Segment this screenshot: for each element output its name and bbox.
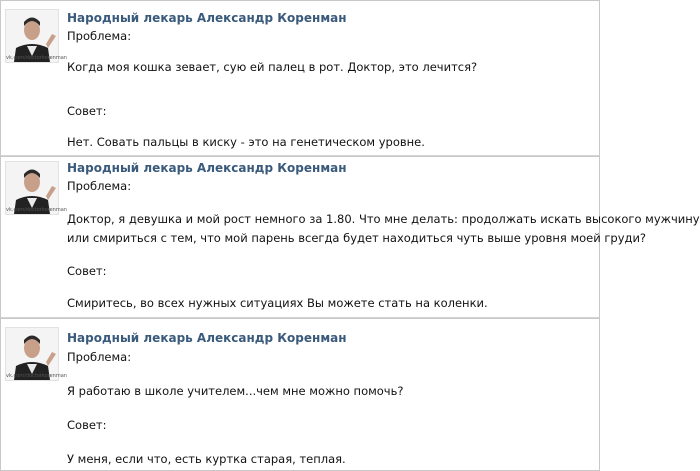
- problem-text: или смириться с тем, что мой парень всегда будет находиться чуть выше уровня моей груди?: [67, 231, 647, 245]
- avatar-handle: vk.com/doctorkorenman: [6, 373, 67, 379]
- advice-text: У меня, если что, есть куртка старая, теплая.: [67, 452, 346, 466]
- avatar[interactable]: [5, 327, 67, 381]
- post-card: [0, 0, 600, 156]
- avatar[interactable]: [5, 161, 67, 215]
- post-card: [0, 318, 600, 471]
- author-name[interactable]: Народный лекарь Александр Коренман: [67, 11, 347, 25]
- problem-label: Проблема:: [67, 350, 132, 364]
- author-name[interactable]: Народный лекарь Александр Коренман: [67, 161, 347, 175]
- problem-label: Проблема:: [67, 179, 132, 193]
- author-name[interactable]: Народный лекарь Александр Коренман: [67, 331, 347, 345]
- problem-text: Я работаю в школе учителем...чем мне можно помочь?: [67, 384, 404, 398]
- advice-text: Нет. Совать пальцы в киску - это на генетическом уровне.: [67, 135, 425, 149]
- avatar[interactable]: [5, 9, 67, 63]
- problem-label: Проблема:: [67, 29, 132, 43]
- avatar-handle: vk.com/doctorkorenman: [6, 207, 67, 213]
- problem-text: Когда моя кошка зевает, сую ей палец в рот. Доктор, это лечится?: [67, 60, 478, 74]
- advice-label: Совет:: [67, 264, 107, 278]
- advice-label: Совет:: [67, 104, 107, 118]
- post-card: [0, 156, 700, 318]
- advice-text: Смиритесь, во всех нужных ситуациях Вы можете стать на коленки.: [67, 296, 488, 310]
- problem-text: Доктор, я девушка и мой рост немного за 1.80. Что мне делать: продолжать искать высокого мужчину: [67, 212, 700, 226]
- advice-label: Совет:: [67, 418, 107, 432]
- avatar-handle: vk.com/doctorkorenman: [6, 55, 67, 61]
